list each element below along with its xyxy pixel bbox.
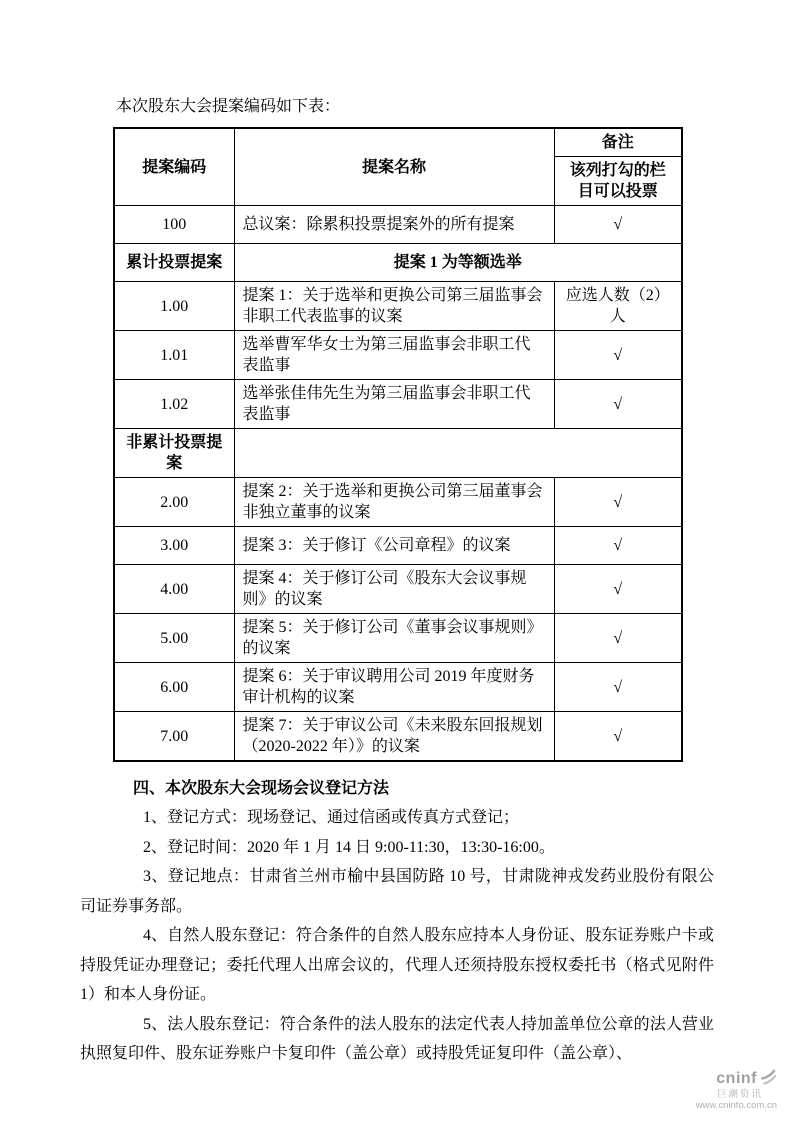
proposal-remark-cell: √	[554, 206, 682, 244]
proposal-name-cell: 提案 3：关于修订《公司章程》的议案	[234, 527, 554, 565]
header-proposal-name: 提案名称	[234, 128, 554, 206]
table-row	[114, 429, 682, 478]
section-heading: 四、本次股东大会现场会议登记方法	[133, 780, 390, 797]
cninfo-logo-text: cninf	[716, 1070, 757, 1088]
header-proposal-code: 提案编码	[114, 128, 234, 206]
proposal-code-cell: 6.00	[114, 663, 234, 712]
proposal-remark-cell: √	[554, 614, 682, 663]
proposal-name-cell: 提案 5：关于修订公司《董事会议事规则》的议案	[234, 614, 554, 663]
proposal-remark-cell: √	[554, 527, 682, 565]
proposal-remark-cell: 应选人数（2）人	[554, 282, 682, 331]
cninfo-swirl-icon	[759, 1069, 777, 1090]
intro-line: 本次股东大会提案编码如下表：	[116, 98, 341, 115]
table-row	[114, 282, 682, 331]
group-title-cell	[234, 429, 682, 478]
table-row	[114, 478, 682, 527]
proposal-remark-cell: √	[554, 565, 682, 614]
table-row	[114, 663, 682, 712]
table-row	[114, 380, 682, 429]
proposal-code-cell: 5.00	[114, 614, 234, 663]
proposal-name-cell: 提案 7：关于审议公司《未来股东回报规划（2020-2022 年）》的议案	[234, 712, 554, 762]
table-row	[114, 712, 682, 762]
proposal-code-cell: 2.00	[114, 478, 234, 527]
proposal-name-cell: 提案 4：关于修订公司《股东大会议事规则》的议案	[234, 565, 554, 614]
table-row	[114, 331, 682, 380]
group-title-cell: 提案 1 为等额选举	[234, 244, 682, 282]
header-remark: 备注	[554, 128, 682, 157]
registration-item: 3、登记地点：甘肃省兰州市榆中县国防路 10 号，甘肃陇神戎发药业股份有限公司证券事务部。	[80, 868, 714, 915]
registration-paragraphs	[80, 803, 713, 1069]
proposal-code-cell: 1.00	[114, 282, 234, 331]
registration-item: 2、登记时间：2020 年 1 月 14 日 9:00-11:30，13:30-16:00。	[143, 838, 555, 856]
table-row	[114, 614, 682, 663]
proposal-table-body	[114, 206, 682, 762]
proposal-remark-cell: √	[554, 663, 682, 712]
table-row	[114, 527, 682, 565]
table-row	[114, 206, 682, 244]
cninfo-url-text: www.cninfo.com.cn	[695, 1100, 777, 1112]
proposal-code-cell: 1.01	[114, 331, 234, 380]
proposal-remark-cell: √	[554, 478, 682, 527]
proposal-code-cell: 1.02	[114, 380, 234, 429]
header-remark-note: 该列打勾的栏目可以投票	[554, 157, 682, 206]
cninfo-watermark	[696, 1069, 777, 1112]
proposal-code-cell: 100	[114, 206, 234, 244]
proposal-code-cell: 7.00	[114, 712, 234, 762]
proposal-remark-cell: √	[554, 380, 682, 429]
proposal-name-cell: 选举曹军华女士为第三届监事会非职工代表监事	[234, 331, 554, 380]
registration-item: 4、自然人股东登记：符合条件的自然人股东应持本人身份证、股东证券账户卡或持股凭证办理登记；委托代理人出席会议的，代理人还须持股东授权委托书（格式见附件 1）和本人身份证。	[80, 927, 714, 1003]
registration-item: 1、登记方式：现场登记、通过信函或传真方式登记；	[143, 809, 520, 826]
proposal-name-cell: 选举张佳伟先生为第三届监事会非职工代表监事	[234, 380, 554, 429]
proposal-name-cell: 提案 6：关于审议聘用公司 2019 年度财务审计机构的议案	[234, 663, 554, 712]
proposal-name-cell: 提案 1：关于选举和更换公司第三届监事会非职工代表监事的议案	[234, 282, 554, 331]
table-row	[114, 244, 682, 282]
proposal-name-cell: 提案 2：关于选举和更换公司第三届董事会非独立董事的议案	[234, 478, 554, 527]
proposal-table	[113, 127, 683, 762]
group-code-cell: 非累计投票提案	[114, 429, 234, 478]
group-code-cell: 累计投票提案	[114, 244, 234, 282]
proposal-name-cell: 总议案：除累积投票提案外的所有提案	[234, 206, 554, 244]
proposal-remark-cell: √	[554, 712, 682, 762]
registration-item: 5、法人股东登记：符合条件的法人股东的法定代表人持加盖单位公章的法人营业执照复印件、股东证券账户卡复印件（盖公章）或持股凭证复印件（盖公章）、	[80, 1015, 714, 1062]
table-row	[114, 565, 682, 614]
proposal-code-cell: 4.00	[114, 565, 234, 614]
proposal-remark-cell: √	[554, 331, 682, 380]
proposal-code-cell: 3.00	[114, 527, 234, 565]
cninfo-brand-text: 巨潮资讯	[716, 1090, 763, 1101]
proposal-table-header	[114, 128, 682, 206]
